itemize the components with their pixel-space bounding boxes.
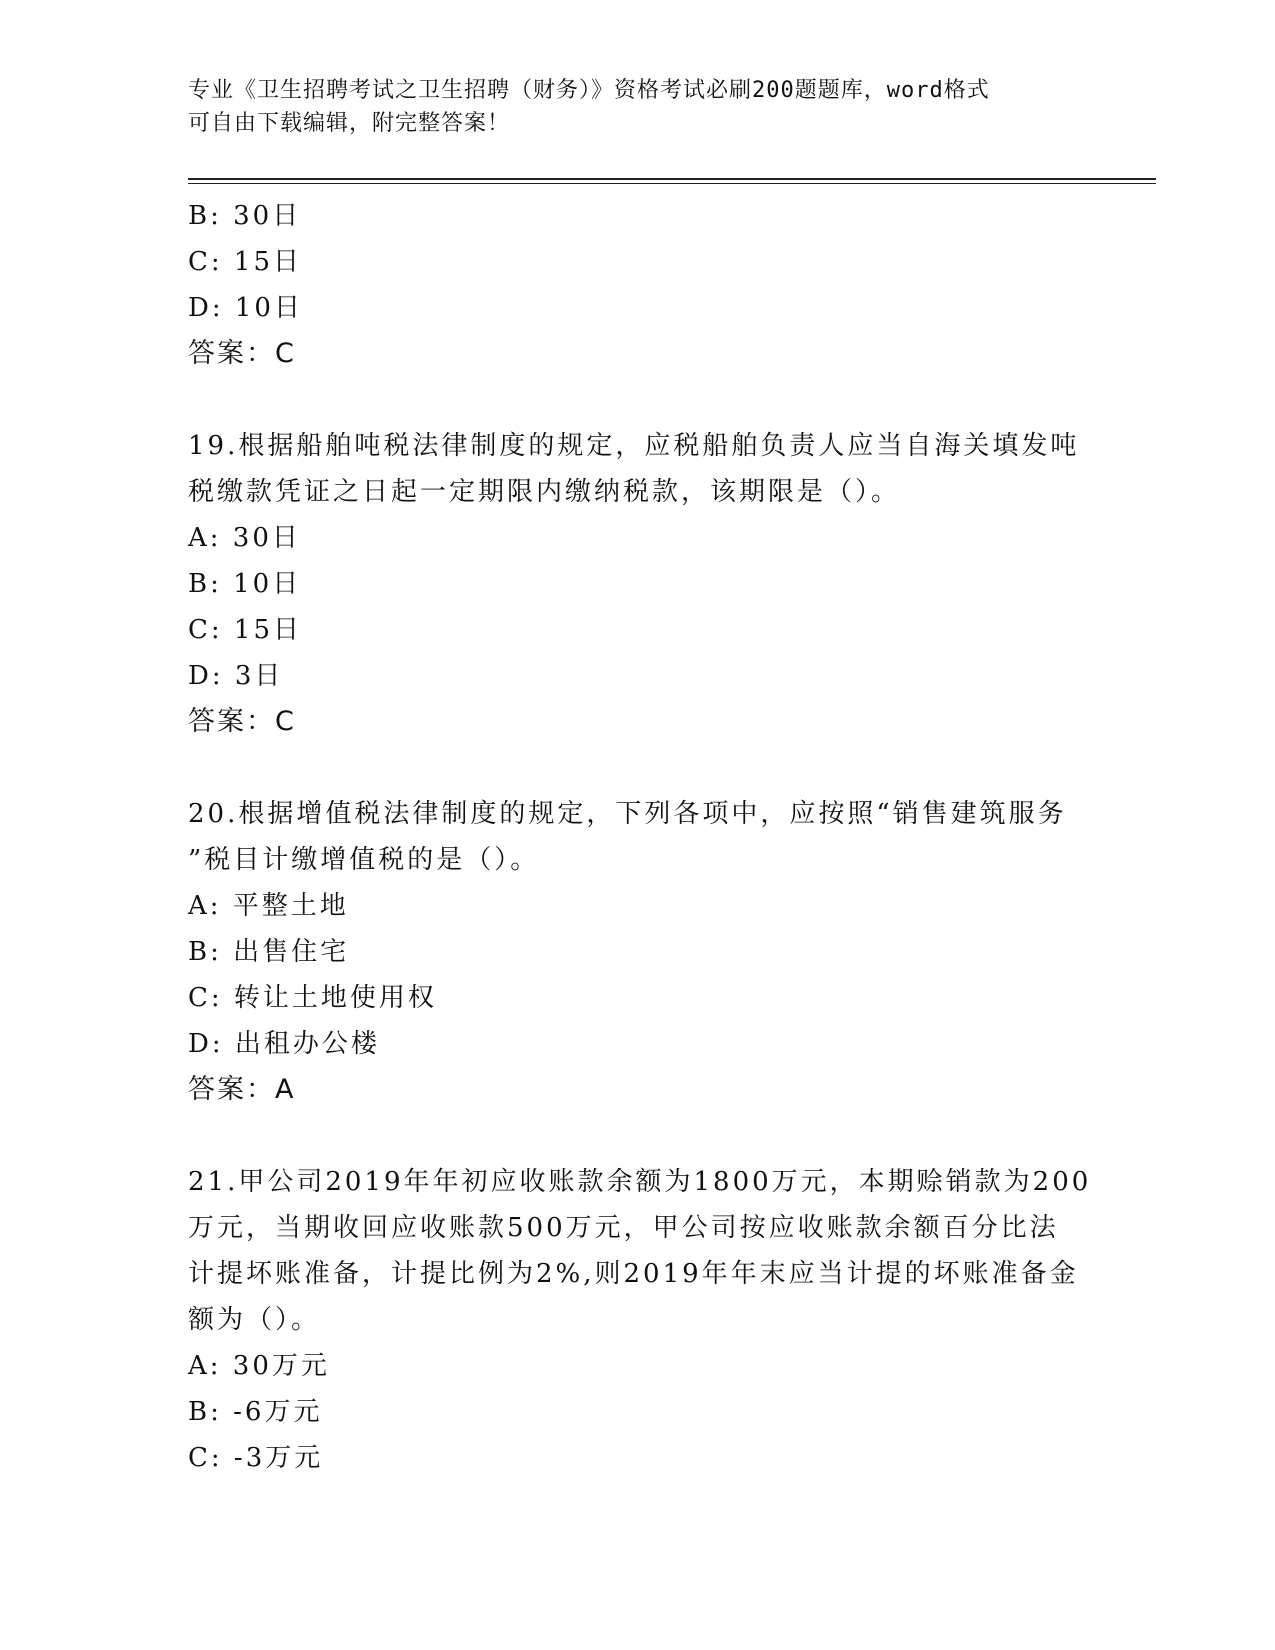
header-divider-thin bbox=[188, 183, 1156, 184]
question-list bbox=[188, 193, 1092, 1481]
option-a: A: 30万元 bbox=[188, 1351, 330, 1381]
spacer bbox=[188, 1113, 1078, 1159]
option-c: C: 转让土地使用权 bbox=[188, 983, 437, 1013]
option-b: B: 30日 bbox=[188, 201, 302, 231]
option-d: D: 出租办公楼 bbox=[188, 1029, 380, 1059]
question-stem-line: 19.根据船舶吨税法律制度的规定，应税船舶负责人应当自海关填发吨 bbox=[188, 431, 1080, 461]
spacer bbox=[188, 745, 1078, 791]
question-stem-line: 万元，当期收回应收账款500万元，甲公司按应收账款余额百分比法 bbox=[188, 1213, 1059, 1243]
option-c: C: -3万元 bbox=[188, 1443, 324, 1473]
option-a: A: 30日 bbox=[188, 523, 301, 553]
option-c: C: 15日 bbox=[188, 615, 303, 645]
option-d: D: 3日 bbox=[188, 661, 284, 691]
option-b: B: 10日 bbox=[188, 569, 302, 599]
option-b: B: 出售住宅 bbox=[188, 937, 350, 967]
header-line-2: 可自由下载编辑，附完整答案！ bbox=[188, 111, 511, 136]
question-stem-line: 20.根据增值税法律制度的规定，下列各项中，应按照“销售建筑服务 bbox=[188, 799, 1067, 829]
option-c: C: 15日 bbox=[188, 247, 303, 277]
question-21 bbox=[188, 1159, 1092, 1481]
question-20 bbox=[188, 791, 1078, 1113]
question-stem-line: 额为（）。 bbox=[188, 1305, 321, 1335]
question-18-tail bbox=[188, 193, 1078, 377]
question-stem-line: 计提坏账准备，计提比例为2%,则2019年年末应当计提的坏账准备金 bbox=[188, 1259, 1079, 1289]
header-line-1: 专业《卫生招聘考试之卫生招聘（财务）》资格考试必刷200题题库，word格式 bbox=[188, 78, 990, 103]
question-stem-line: 税缴款凭证之日起一定期限内缴纳税款，该期限是（）。 bbox=[188, 477, 901, 507]
question-stem-line: ”税目计缴增值税的是（）。 bbox=[188, 845, 540, 875]
document-header bbox=[188, 74, 1068, 140]
question-stem-line: 21.甲公司2019年年初应收账款余额为1800万元，本期赊销款为200 bbox=[188, 1167, 1092, 1197]
answer-line: 答案：C bbox=[188, 706, 296, 737]
question-19 bbox=[188, 423, 1078, 745]
header-divider-thick bbox=[188, 178, 1156, 180]
option-a: A: 平整土地 bbox=[188, 891, 349, 921]
option-d: D: 10日 bbox=[188, 293, 303, 323]
spacer bbox=[188, 377, 1078, 423]
answer-line: 答案：C bbox=[188, 338, 296, 369]
answer-line: 答案：A bbox=[188, 1074, 296, 1105]
option-b: B: -6万元 bbox=[188, 1397, 323, 1427]
